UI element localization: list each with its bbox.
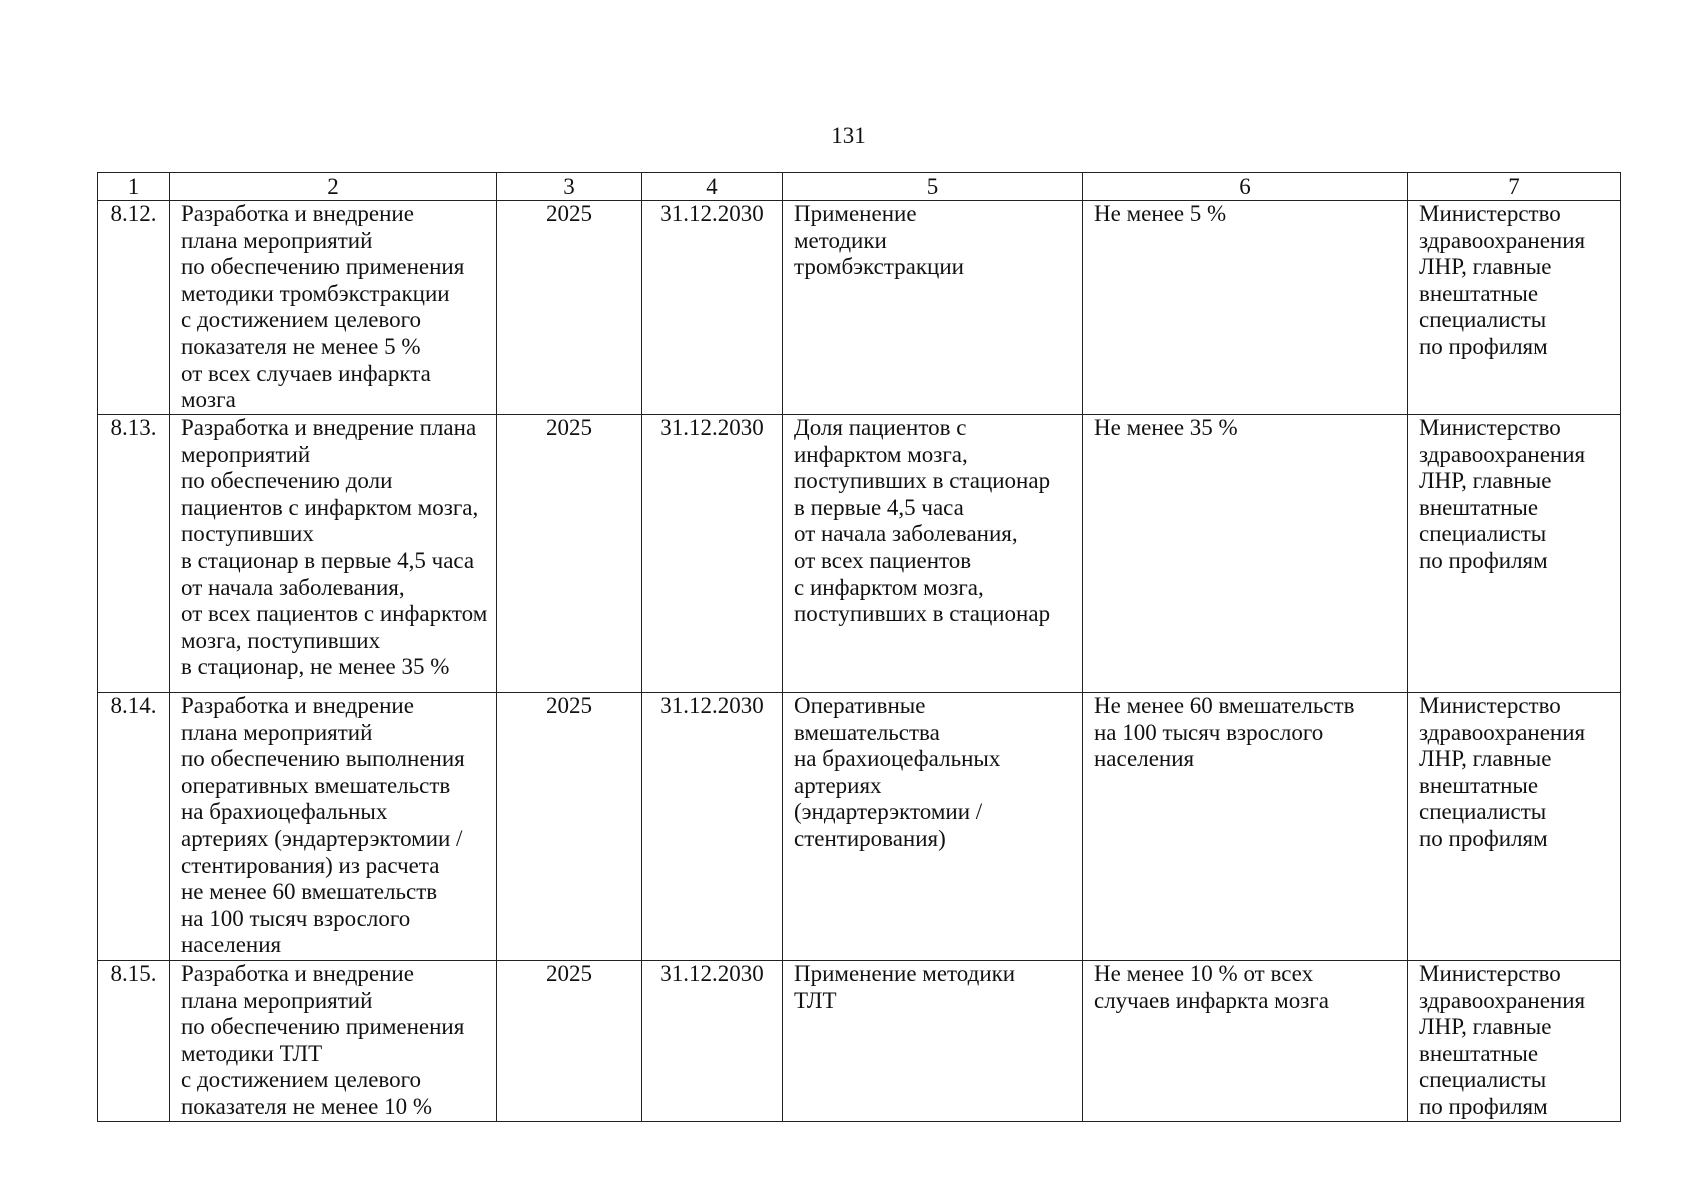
responsible-cell: Министерство здравоохранения ЛНР, главные внештатные специалисты по профилям bbox=[1408, 415, 1621, 693]
column-header: 3 bbox=[497, 173, 642, 201]
column-header: 5 bbox=[783, 173, 1083, 201]
responsible-cell: Министерство здравоохранения ЛНР, главные внештатные специалисты по профилям bbox=[1408, 961, 1621, 1122]
target-value-cell: Не менее 5 % bbox=[1083, 201, 1408, 415]
end-date-cell: 31.12.2030 bbox=[642, 415, 783, 693]
target-value-cell: Не менее 60 вмешательств на 100 тысяч взрослого населения bbox=[1083, 693, 1408, 961]
column-header: 4 bbox=[642, 173, 783, 201]
indicator-cell: Применение методики тромбэкстракции bbox=[783, 201, 1083, 415]
row-number: 8.12. bbox=[98, 201, 170, 415]
end-date-cell: 31.12.2030 bbox=[642, 961, 783, 1122]
measure-cell: Разработка и внедрение плана мероприятий по обеспечению применения методики тромбэкстракции с достижением целевого показателя не менее 5 % от всех случаев инфаркта мозга bbox=[170, 201, 497, 415]
row-number: 8.13. bbox=[98, 415, 170, 693]
target-value-cell: Не менее 35 % bbox=[1083, 415, 1408, 693]
indicator-cell: Доля пациентов с инфарктом мозга, поступивших в стационар в первые 4,5 часа от начала заболевания, от всех пациентов с инфарктом мозга, поступивших в стационар bbox=[783, 415, 1083, 693]
row-number: 8.15. bbox=[98, 961, 170, 1122]
measure-cell: Разработка и внедрение плана мероприятий по обеспечению доли пациентов с инфарктом мозга, поступивших в стационар в первые 4,5 часа от начала заболевания, от всех пациентов с инфарктом мозга, поступивших в стационар, не менее 35 % bbox=[170, 415, 497, 693]
start-year-cell: 2025 bbox=[497, 961, 642, 1122]
measures-table bbox=[97, 172, 1621, 1122]
column-header: 2 bbox=[170, 173, 497, 201]
table-row bbox=[98, 201, 1621, 415]
page-number: 131 bbox=[831, 123, 866, 148]
start-year-cell: 2025 bbox=[497, 201, 642, 415]
row-number: 8.14. bbox=[98, 693, 170, 961]
target-value-cell: Не менее 10 % от всех случаев инфаркта мозга bbox=[1083, 961, 1408, 1122]
measure-cell: Разработка и внедрение плана мероприятий по обеспечению применения методики ТЛТ с достижением целевого показателя не менее 10 % bbox=[170, 961, 497, 1122]
indicator-cell: Применение методики ТЛТ bbox=[783, 961, 1083, 1122]
start-year-cell: 2025 bbox=[497, 693, 642, 961]
column-header: 1 bbox=[98, 173, 170, 201]
responsible-cell: Министерство здравоохранения ЛНР, главные внештатные специалисты по профилям bbox=[1408, 693, 1621, 961]
responsible-cell: Министерство здравоохранения ЛНР, главные внештатные специалисты по профилям bbox=[1408, 201, 1621, 415]
table-row bbox=[98, 961, 1621, 1122]
measure-cell: Разработка и внедрение плана мероприятий по обеспечению выполнения оперативных вмешательств на брахиоцефальных артериях (эндартерэктомии / стентирования) из расчета не менее 60 вмешательств на 100 тысяч взрослого населения bbox=[170, 693, 497, 961]
table-row bbox=[98, 415, 1621, 693]
table-row bbox=[98, 693, 1621, 961]
header-row bbox=[98, 173, 1621, 201]
column-header: 6 bbox=[1083, 173, 1408, 201]
end-date-cell: 31.12.2030 bbox=[642, 693, 783, 961]
start-year-cell: 2025 bbox=[497, 415, 642, 693]
end-date-cell: 31.12.2030 bbox=[642, 201, 783, 415]
column-header: 7 bbox=[1408, 173, 1621, 201]
indicator-cell: Оперативные вмешательства на брахиоцефальных артериях (эндартерэктомии / стентирования) bbox=[783, 693, 1083, 961]
